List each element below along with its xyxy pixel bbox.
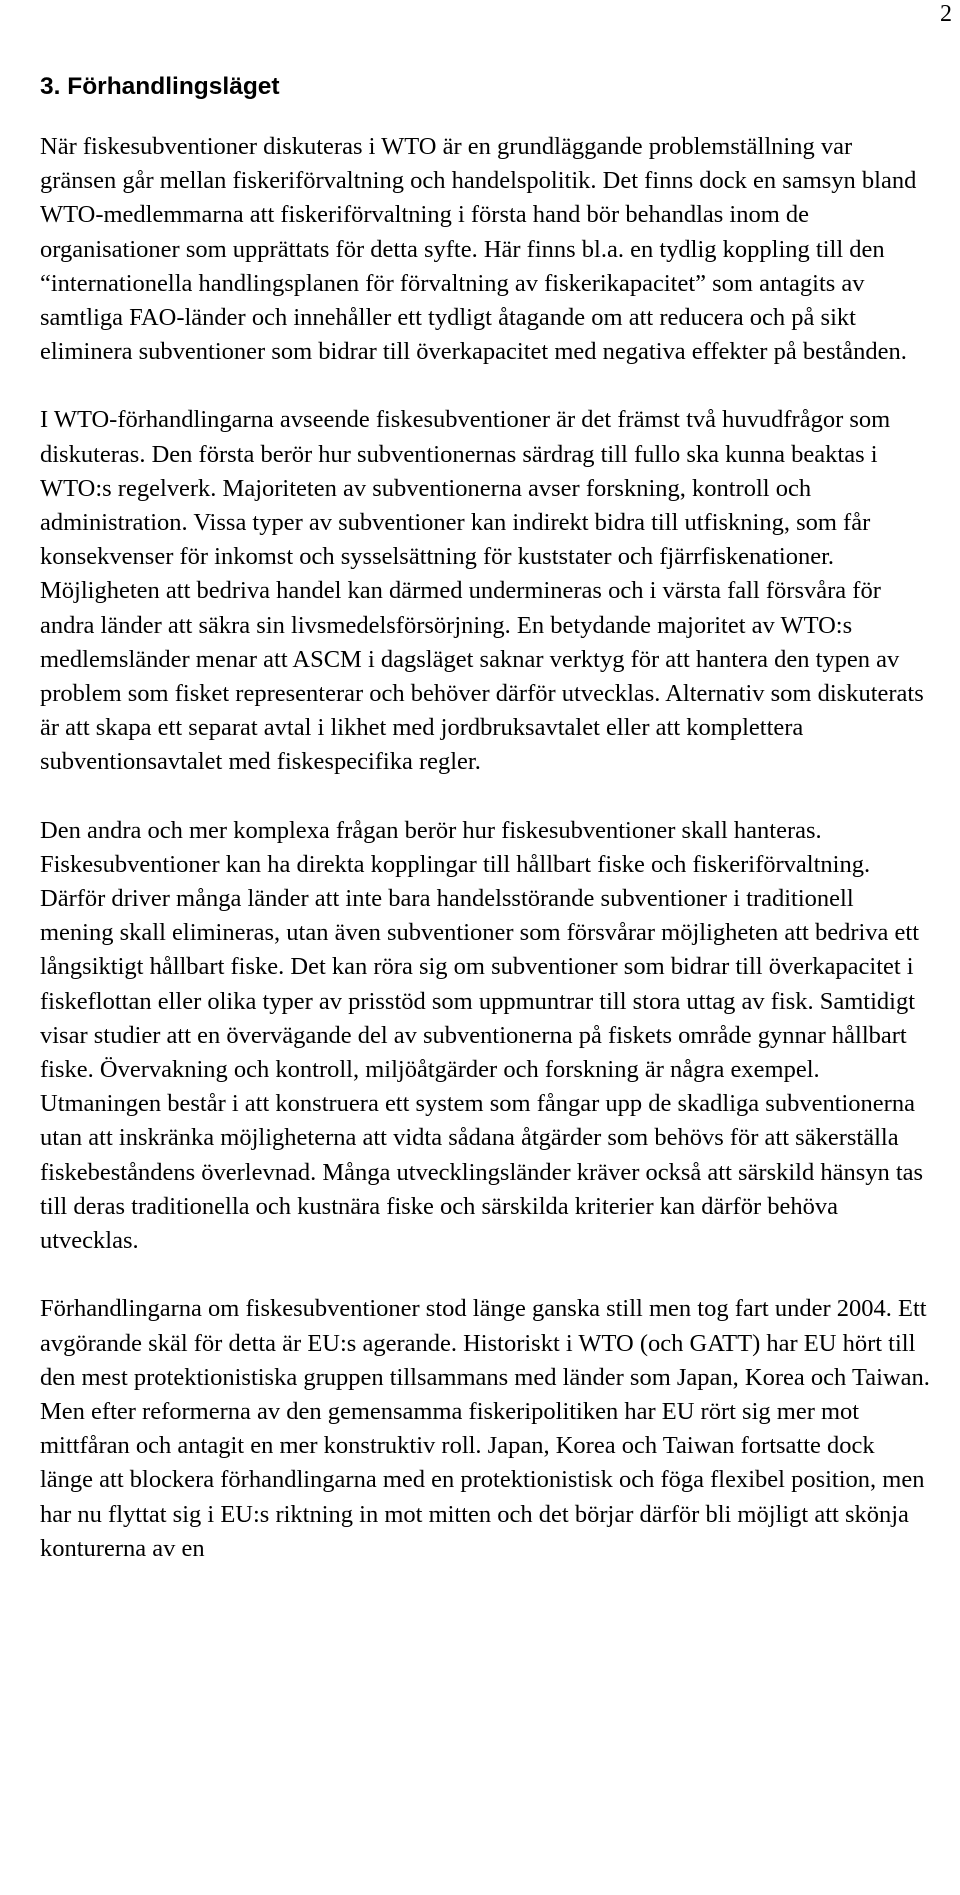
section-heading: 3. Förhandlingsläget — [40, 73, 280, 100]
page-number: 2 — [940, 1, 952, 27]
paragraph-main-issues: I WTO-förhandlingarna avseende fiskesubventioner är det främst två huvudfrågor som diskuteras. Den första berör hur subventionernas särdrag till fullo ska kunna beaktas i WTO:s regelverk. Majoriteten av subventionerna avser forskning, kontroll och administration. Vissa typer av subventioner kan indirekt bidra till utfiskning, som får konsekvenser för inkomst och sysselsättning för kuststater och fjärrfiskenationer. Möjligheten att bedriva handel kan därmed undermineras och i värsta fall försvåra för andra länder att säkra sin livsmedelsförsörjning. En betydande majoritet av WTO:s medlemsländer menar att ASCM i dagsläget saknar verktyg för att hantera den typen av problem som fisket representerar och behöver därför utvecklas. Alternativ som diskuterats är att skapa ett separat avtal i likhet med jordbruksavtalet eller att komplettera subventionsavtalet med fiskespecifika regler. — [40, 406, 924, 776]
paragraph-negotiations: Förhandlingarna om fiskesubventioner stod länge ganska still men tog fart under 2004. Ett avgörande skäl för detta är EU:s agerande. Historiskt i WTO (och GATT) har EU hört till den mest protektionistiska gruppen tillsammans med länder som Japan, Korea och Taiwan. Men efter reformerna av den gemensamma fiskeripolitiken har EU rört sig mer mot mittfåran och antagit en mer konstruktiv roll. Japan, Korea och Taiwan fortsatte dock länge att blockera förhandlingarna med en protektionistisk och föga flexibel position, men har nu flyttat sig i EU:s riktning in mot mitten och det börjar därför bli möjligt att skönja konturerna av en — [40, 1295, 930, 1562]
paragraph-second-question: Den andra och mer komplexa frågan berör hur fiskesubventioner skall hanteras. Fiskesubventioner kan ha direkta kopplingar till hållbart fiske och fiskeriförvaltning. Därför driver många länder att inte bara handelsstörande subventioner i traditionell mening skall elimineras, utan även subventioner som försvårar möjligheten att bedriva ett långsiktigt hållbart fiske. Det kan röra sig om subventioner som bidrar till överkapacitet i fiskeflottan eller olika typer av prisstöd som uppmuntrar till stora uttag av fisk. Samtidigt visar studier att en övervägande del av subventionerna på fiskets område gynnar hållbart fiske. Övervakning och kontroll, miljöåtgärder och forskning är några exempel. Utmaningen består i att konstruera ett system som fångar upp de skadliga subventionerna utan att inskränka möjligheterna att vidta sådana åtgärder som behövs för att säkerställa fiskebeståndens överlevnad. Många utvecklingsländer kräver också att särskild hänsyn tas till deras traditionella och kustnära fiske och särskilda kriterier kan därför behöva utvecklas. — [40, 816, 924, 1255]
page-content — [40, 70, 930, 1600]
paragraph-intro: När fiskesubventioner diskuteras i WTO är en grundläggande problemställning var gränsen går mellan fiskeriförvaltning och handelspolitik. Det finns dock en samsyn bland WTO-medlemmarna att fiskeriförvaltning i första hand bör behandlas inom de organisationer som upprättats för detta syfte. Här finns bl.a. en tydlig koppling till den “internationella handlingsplanen för förvaltning av fiskerikapacitet” som antagits av samtliga FAO-länder och innehåller ett tydligt åtagande om att reducera och på sikt eliminera subventioner som bidrar till överkapacitet med negativa effekter på bestånden. — [40, 133, 917, 366]
